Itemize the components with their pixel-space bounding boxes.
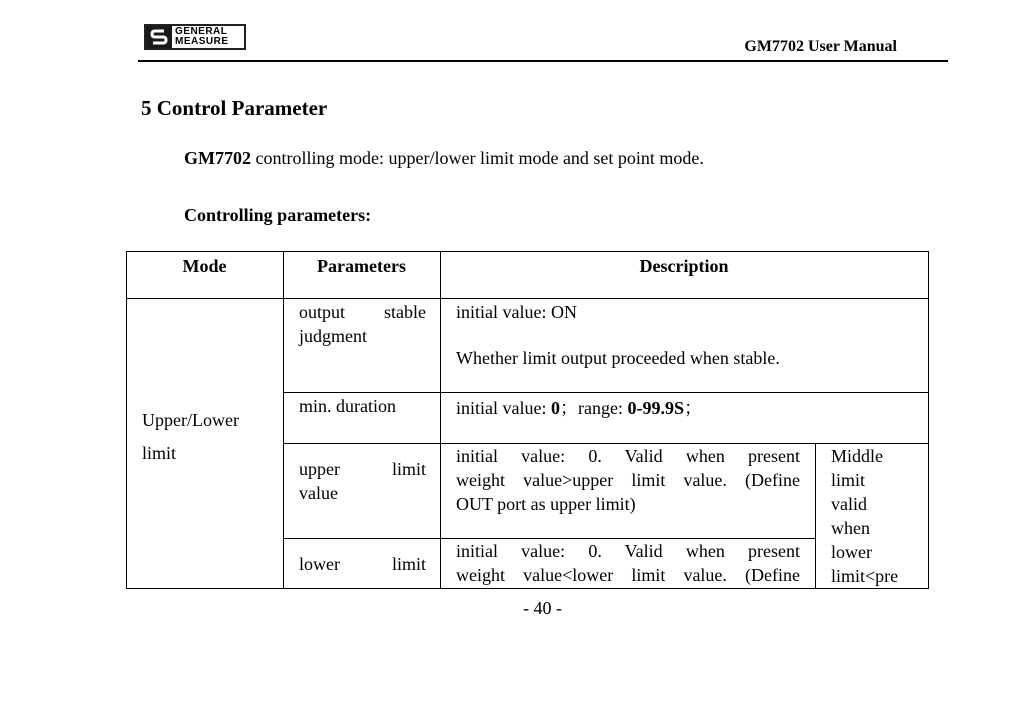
logo-mark-icon [146,26,172,48]
row-divider-1 [283,392,929,393]
company-logo [144,24,246,50]
desc-upper-line-3: OUT port as upper limit) [456,494,636,514]
column-divider-note [815,443,816,589]
param-word: stable [384,302,426,322]
param-word: limit [391,554,426,574]
desc-min-duration [456,396,702,420]
param-min-duration: min. duration [299,396,396,416]
note-line: valid [831,494,867,514]
table-border-bottom [126,588,929,589]
desc-value: 0 [550,398,560,418]
param-word: lower [299,554,340,574]
desc-part: ； [683,398,702,418]
param-word: upper [299,459,340,479]
mode-upper-lower: Upper/Lower [142,410,239,430]
logo-text [172,26,244,48]
desc-upper-line-2: weight value>upper limit value. (Define [456,470,800,490]
param-output-stable [299,300,426,324]
table-border-top [126,251,929,252]
param-judgment: judgment [299,326,367,346]
table-border-left [126,251,127,589]
desc-initial-on: initial value: ON [456,302,577,322]
mode-limit: limit [142,443,177,463]
note-line: when [831,518,870,538]
desc-lower-line-2: weight value<lower limit value. (Define [456,565,800,585]
desc-lower-line-1: initial value: 0. Valid when present [456,541,800,561]
param-word: limit [391,459,426,479]
desc-range: 0-99.9S [627,398,684,418]
table-border-right [928,251,929,589]
parameters-subtitle: Controlling parameters: [184,205,372,225]
document-title: GM7702 User Manual [744,38,897,55]
header-row-divider [126,298,929,299]
note-line: limit [831,470,866,490]
intro-paragraph [184,148,704,169]
intro-model: GM7702 [184,148,251,168]
param-upper-limit [299,457,426,481]
logo-line-2: MEASURE [175,36,229,47]
param-value: value [299,483,338,503]
param-lower-limit [299,552,426,576]
desc-part: ；range: [559,398,628,418]
page-number: - 40 - [523,598,562,618]
header-parameters: Parameters [317,256,406,276]
header-description: Description [639,256,729,276]
note-line: limit<pre [831,566,899,586]
logo-line-1: GENERAL [175,26,228,37]
control-parameter-table [126,251,929,589]
desc-upper-line-1: initial value: 0. Valid when present [456,446,800,466]
header-divider [138,60,948,62]
section-title: 5 Control Parameter [141,96,328,120]
desc-stable-output: Whether limit output proceeded when stable. [456,348,780,368]
param-word: output [299,302,346,322]
desc-part: initial value: [456,398,551,418]
note-line: lower [831,542,872,562]
intro-text: controlling mode: upper/lower limit mode and set point mode. [251,148,704,168]
note-line: Middle [831,446,883,466]
header-mode: Mode [182,256,227,276]
